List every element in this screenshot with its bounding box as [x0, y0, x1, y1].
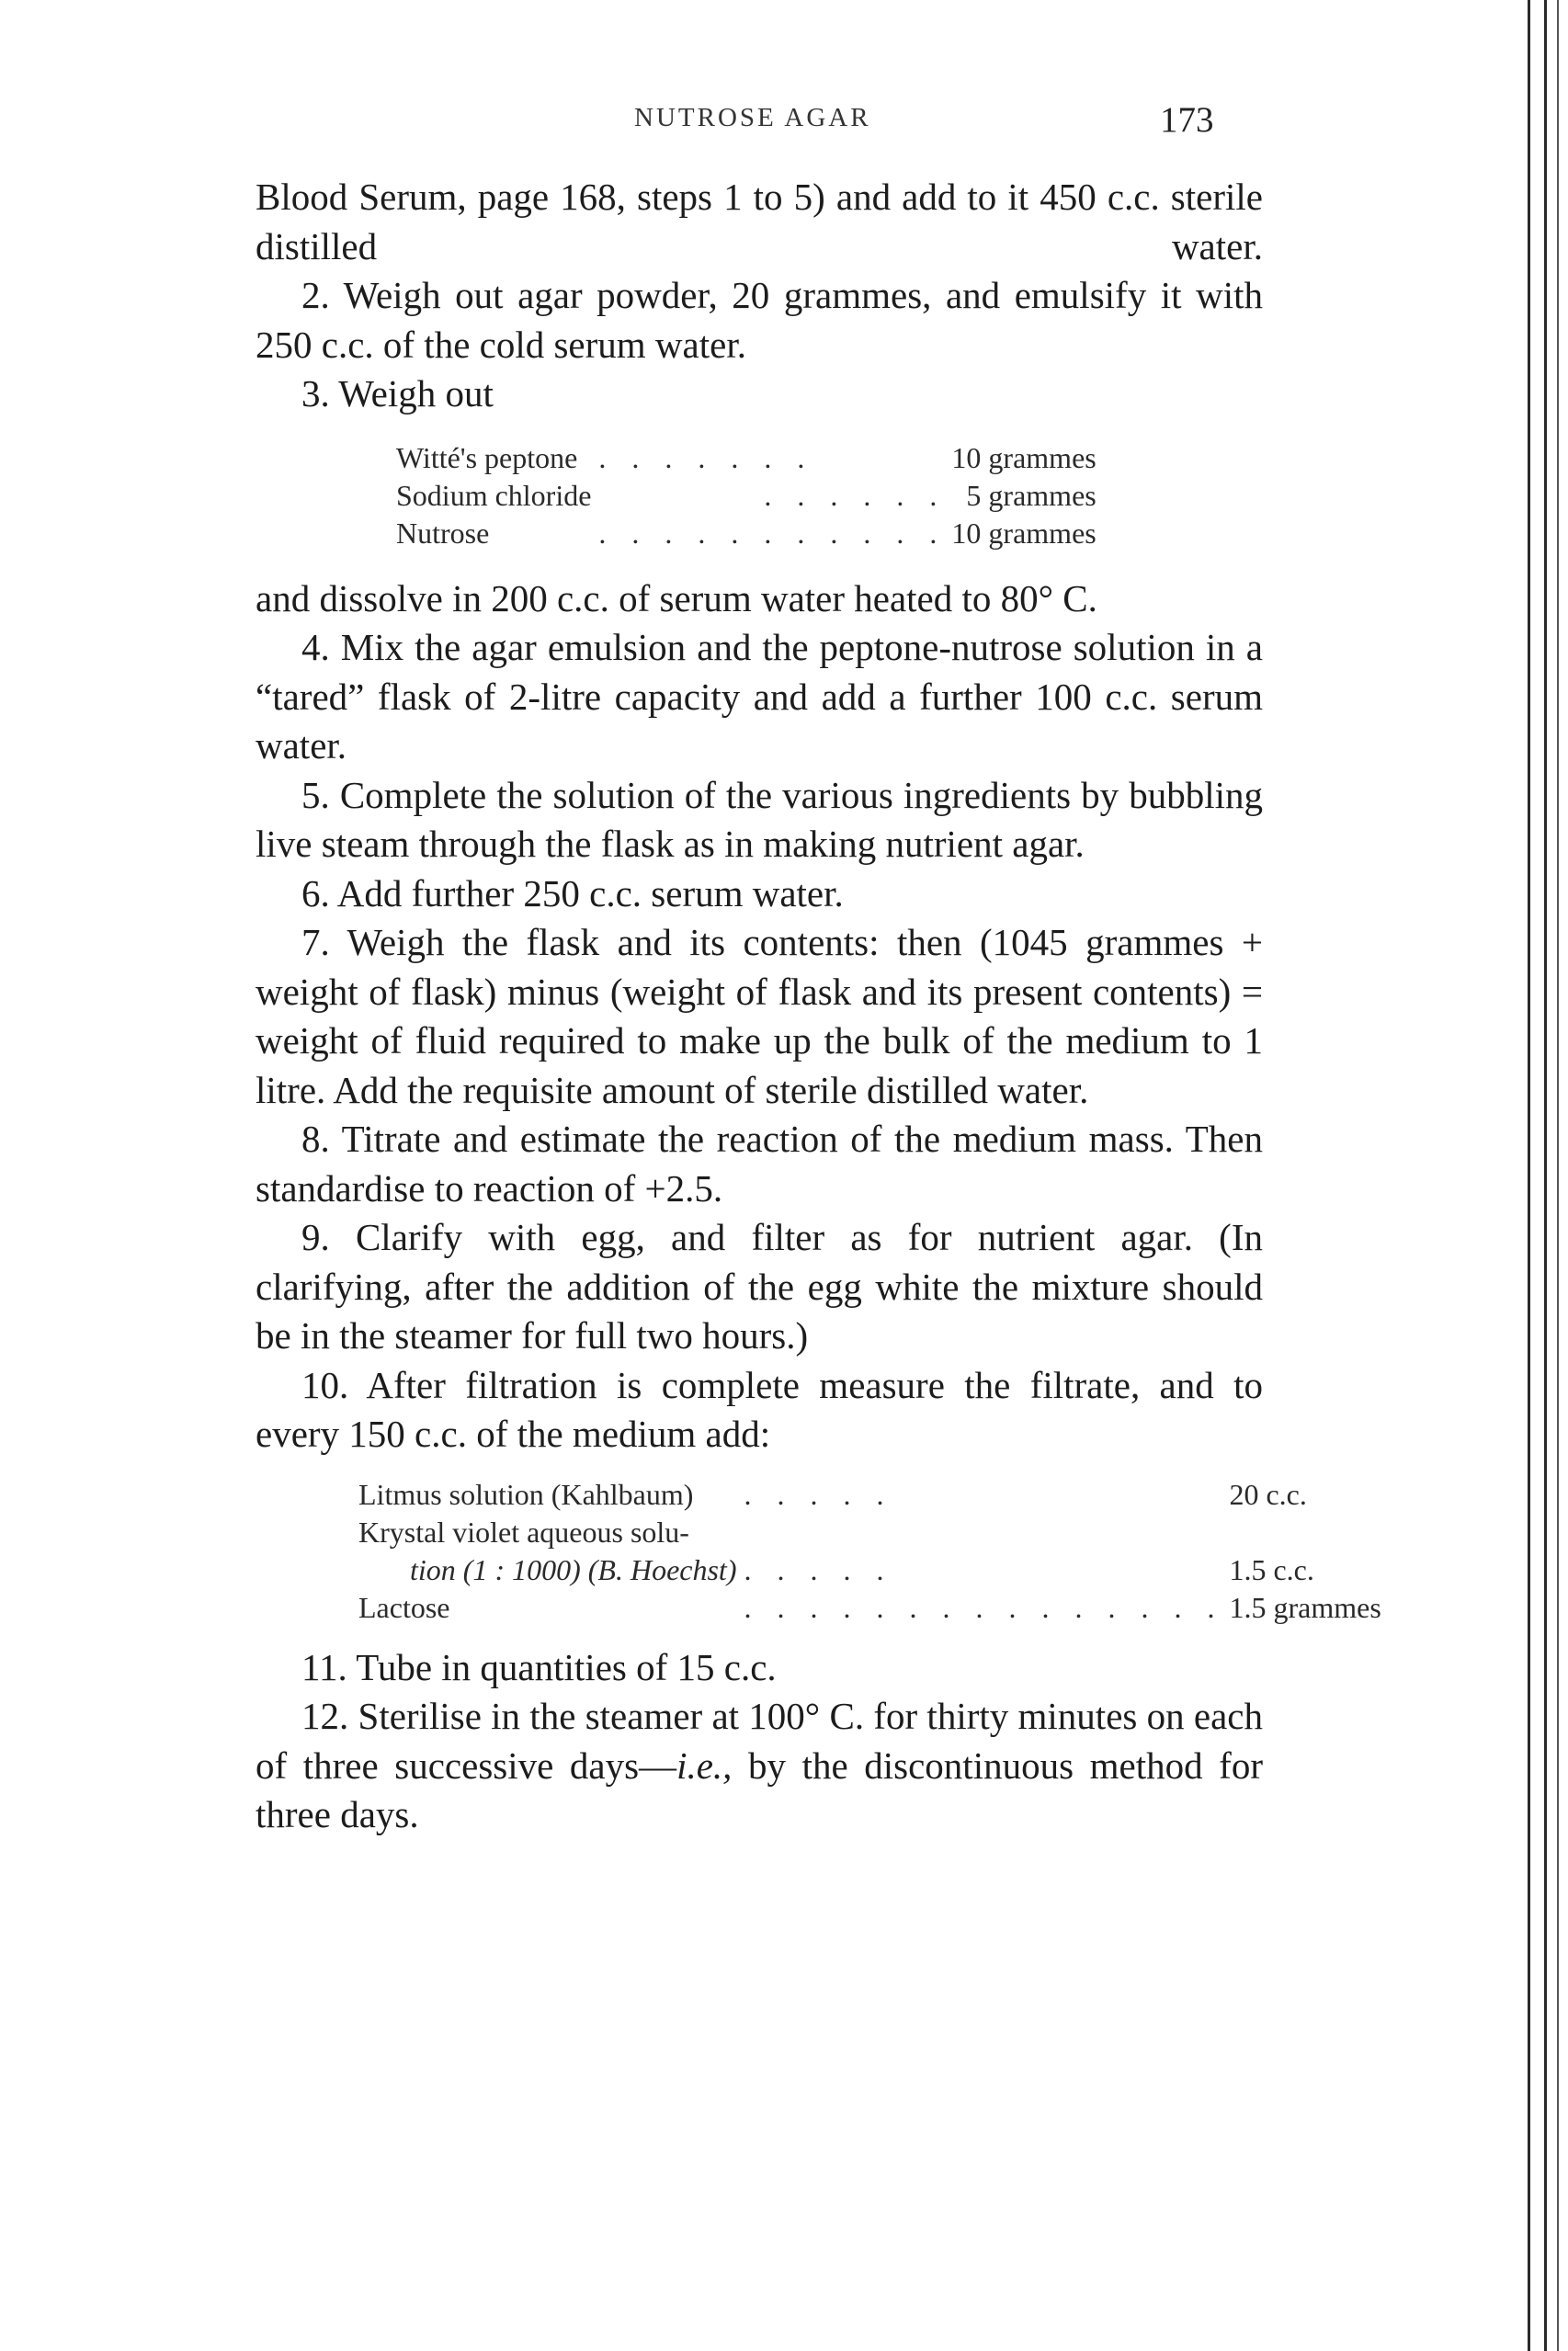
step-2: 2. Weigh out agar powder, 20 grammes, and emulsify it with 250 c.c. of the cold serum water.	[256, 274, 1263, 366]
leader-dots: . . . . . . . . . . .	[598, 516, 947, 550]
step-6: 6. Add further 250 c.c. serum water.	[301, 871, 844, 914]
step-9: 9. Clarify with egg, and filter as for nutrient agar. (In clarifying, after the addition of the egg white the mixture should be in the steamer for full two hours.)	[256, 1216, 1263, 1357]
ingredient-quantity: 10 grammes	[951, 516, 1096, 550]
step-11: 11. Tube in quantities of 15 c.c.	[301, 1645, 777, 1688]
step-4: 4. Mix the agar emulsion and the peptone-nutrose solution in a “tared” flask of 2-litre capacity and add a further 100 c.c. serum water.	[256, 626, 1263, 767]
step-8: 8. Titrate and estimate the reaction of the medium mass. Then standardise to reaction of +2.5.	[256, 1118, 1263, 1210]
step-3: 3. Weigh out	[301, 372, 494, 415]
additive-name: Krystal violet aqueous solu-	[358, 1515, 689, 1549]
step-12-text-end: by the discontinuous method for three days.	[256, 1743, 1263, 1835]
table-row	[396, 477, 1096, 515]
page-edge-line	[1528, 0, 1530, 2351]
step-12-text: 12. Sterilise in the steamer at 100° C. for thirty minutes on each of three successive days—	[256, 1695, 1263, 1787]
running-head: NUTROSE AGAR	[634, 103, 871, 132]
additive-quantity: 20 c.c.	[1229, 1477, 1307, 1511]
step-12-ie: i.e.,	[676, 1743, 733, 1787]
page-header	[0, 99, 1568, 145]
additive-name: Litmus solution (Kahlbaum)	[358, 1477, 694, 1511]
table-row	[358, 1476, 1381, 1514]
ingredient-quantity: 5 grammes	[966, 478, 1096, 512]
leader-dots: . . . . . .	[764, 478, 947, 512]
table-row	[358, 1589, 1381, 1627]
step-10: 10. After filtration is complete measure the filtrate, and to every 150 c.c. of the medium add:	[256, 1363, 1263, 1455]
leader-dots: . . . . .	[744, 1552, 893, 1586]
page-edge-line	[1557, 0, 1559, 2351]
additive-name: Lactose	[358, 1590, 450, 1624]
leader-dots: . . . . .	[744, 1477, 893, 1511]
additive-name-italic: tion (1 : 1000) (B. Hoechst)	[410, 1552, 737, 1586]
page-number: 173	[1160, 100, 1214, 140]
ingredient-name: Nutrose	[396, 516, 490, 550]
additive-quantity: 1.5 c.c.	[1229, 1552, 1314, 1586]
additive-quantity: 1.5 grammes	[1229, 1590, 1381, 1624]
leader-dots: . . . . . . . . . . . . . . .	[744, 1590, 1224, 1624]
page-edge-line	[1544, 0, 1547, 2351]
body-text	[256, 173, 1381, 1840]
leader-dots: . . . . . . .	[598, 440, 814, 474]
step-12	[256, 1692, 1263, 1840]
table-row	[358, 1551, 1381, 1589]
table-row	[396, 439, 1096, 477]
additives-table	[358, 1476, 1381, 1627]
step-3-continued: and dissolve in 200 c.c. of serum water heated to 80° C.	[256, 576, 1097, 619]
step-7: 7. Weigh the flask and its contents: then (1045 grammes + weight of flask) minus (weight of flask and its present contents) = weight of fluid required to make up the bulk of the medium to 1 litre. Add the requisite amount of sterile distilled water.	[256, 921, 1263, 1111]
ingredient-name: Sodium chloride	[396, 478, 592, 512]
step-5: 5. Complete the solution of the various ingredients by bubbling live steam through the flask as in making nutrient agar.	[256, 773, 1263, 865]
table-row	[358, 1514, 1381, 1551]
table-row	[396, 515, 1096, 552]
ingredient-quantity: 10 grammes	[951, 440, 1096, 474]
ingredients-table	[396, 439, 1096, 552]
ingredient-name: Witté's peptone	[396, 440, 578, 474]
paragraph-intro: Blood Serum, page 168, steps 1 to 5) and add to it 450 c.c. sterile distilled water.	[256, 176, 1263, 267]
additive-name	[358, 1551, 736, 1589]
